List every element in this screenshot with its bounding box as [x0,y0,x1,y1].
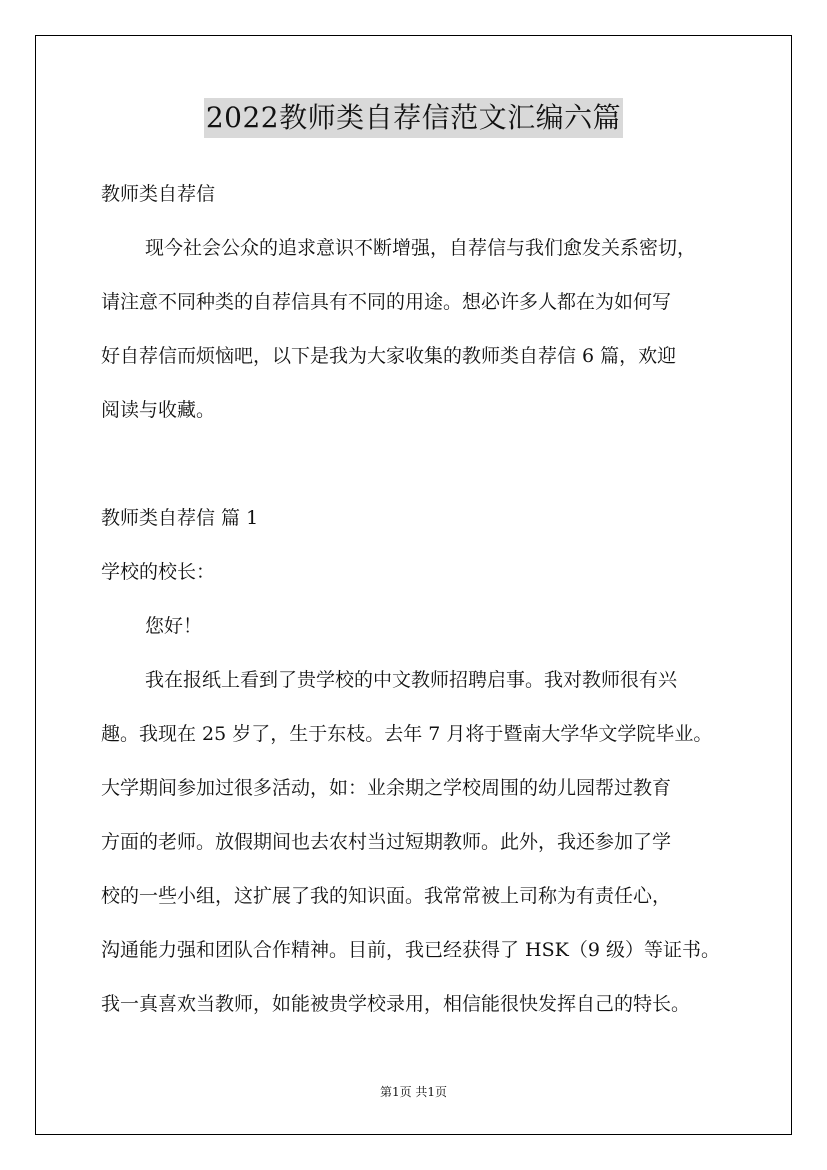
intro-line-1: 现今社会公众的追求意识不断增强，自荐信与我们愈发关系密切， [145,237,697,259]
body-line-3: 大学期间参加过很多活动，如：业余期之学校周围的幼儿园帮过教育 [101,777,672,799]
greeting: 您好！ [145,615,203,637]
body-line-1: 我在报纸上看到了贵学校的中文教师招聘启事。我对教师很有兴 [145,669,678,691]
salutation: 学校的校长： [101,561,216,583]
document-heading: 教师类自荐信 [101,183,216,205]
body-line-7: 我一真喜欢当教师，如能被贵学校录用，相信能很快发挥自己的特长。 [101,993,691,1015]
page-footer: 第1页 共1页 [379,1085,448,1099]
body-line-2: 趣。我现在 25 岁了，生于东枝。去年 7 月将于暨南大学华文学院毕业。 [101,723,713,745]
body-line-4: 方面的老师。放假期间也去农村当过短期教师。此外，我还参加了学 [101,831,672,853]
document-title: 2022教师类自荐信范文汇编六篇 [204,98,623,138]
body-line-6: 沟通能力强和团队合作精神。目前，我已经获得了 HSK（9 级）等证书。 [101,939,720,961]
intro-line-4: 阅读与收藏。 [101,399,216,421]
title-wrapper [0,98,827,138]
section-heading: 教师类自荐信 篇 1 [101,507,259,529]
intro-line-3: 好自荐信而烦恼吧，以下是我为大家收集的教师类自荐信 6 篇，欢迎 [101,345,677,367]
body-line-5: 校的一些小组，这扩展了我的知识面。我常常被上司称为有责任心， [101,885,672,907]
intro-line-2: 请注意不同种类的自荐信具有不同的用途。想必许多人都在为如何写 [101,291,672,313]
